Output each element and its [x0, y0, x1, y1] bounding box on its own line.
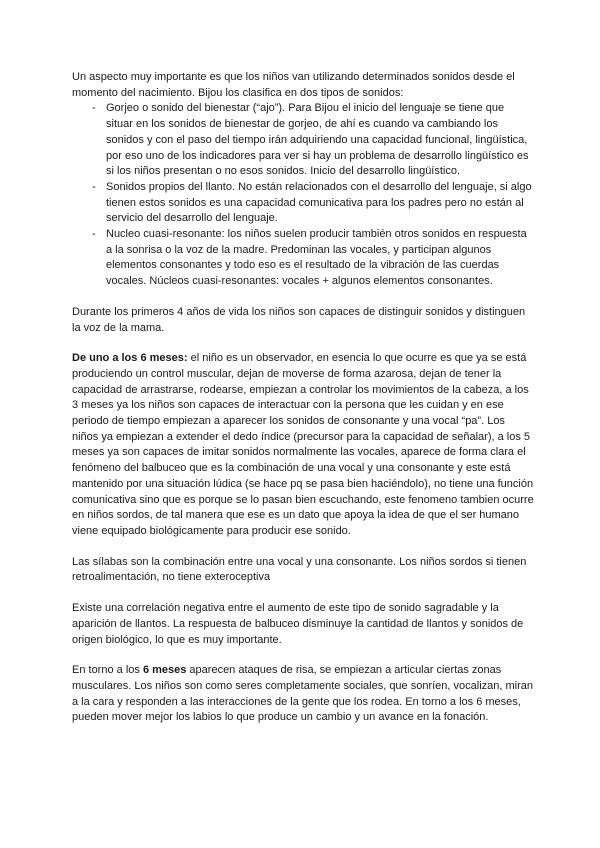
- list-item-text: Sonidos propios del llanto. No están relacionados con el desarrollo del lenguaje, si algo tienen estos sonidos es una capacidad comunicativa para los padres pero no están al servicio del desarrollo del lenguaje.: [106, 180, 532, 225]
- bullet-dash: -: [92, 180, 96, 193]
- bullet-dash: -: [92, 228, 96, 241]
- list-item: [72, 101, 534, 180]
- six-months-paragraph: [72, 351, 534, 539]
- list-item: [72, 227, 534, 290]
- around-six-months-paragraph: [72, 663, 534, 726]
- six-months-heading: De uno a los 6 meses:: [72, 352, 188, 365]
- syllables-paragraph: Las sílabas son la combinación entre una vocal y una consonante. Los niños sordos si tienen retroalimentación, no tiene exteroceptiva: [72, 555, 527, 584]
- around-six-months-bold: 6 meses: [142, 664, 187, 677]
- correlation-paragraph: Existe una correlación negativa entre el aumento de este tipo de sonido sagradable y la aparición de llantos. La respuesta de balbuceo disminuye la cantidad de llantos y sonidos de origen biológico, lo que es muy importante.: [72, 602, 524, 646]
- sound-types-list: [72, 101, 534, 289]
- around-text-pre: En torno a los: [72, 664, 143, 677]
- six-months-text: el niño es un observador, en esencia lo que ocurre es que ya se está produciendo un control muscular, dejan de moverse de forma azarosa, dejan de tener la capacidad de arrastrarse, rodearse, empiezan a controlar los movimientos de la cabeza, a los 3 meses ya los niños son capaces de interactuar con la persona que les cuidan y en ese periodo de tiempo empiezan a aparecer los sonidos de consonante y una vocal “pa”. Los niños ya empiezan a extender el dedo índice (precursor para la capacidad de señalar), a los 5 meses ya son capaces de imitar sonidos normalmente las vocales, aparece de forma clara el fenómeno del balbuceo que es la combinación de una vocal y una consonante y este está mantenido por una situación lúdica (se hace pq se pasa bien haciéndolo), no tiene una función comunicativa sino que es porque se lo pasan bien escuchando, este fenomeno tambien ocurre en niños sordos, de tal manera que ese es un dato que apoya la idea de que el ser humano viene equipado biológicamente para producir ese sonido.: [72, 352, 534, 537]
- intro-paragraph: Un aspecto muy importante es que los niños van utilizando determinados sonidos desde el momento del nacimiento. Bijou los clasifica en dos tipos de sonidos:: [72, 71, 515, 99]
- list-item-text: Gorjeo o sonido del bienestar (“ajo”). Para Bijou el inicio del lenguaje se tiene que situar en los sonidos de bienestar de gorjeo, de ahí es cuando va cambiando los sonidos y con el paso del tiempo irán adquiriendo una capacidad funcional, lingüística, por eso uno de los indicadores para ver si hay un problema de desarrollo lingüístico es si los niños presentan o no esos sonidos. Inicio del desarrollo lingüístico.: [106, 102, 529, 178]
- document-body: [72, 70, 534, 726]
- first-four-years-paragraph: Durante los primeros 4 años de vida los niños son capaces de distinguir sonidos y distinguen la voz de la mama.: [72, 305, 526, 334]
- bullet-dash: -: [92, 102, 96, 115]
- around-text-post: aparecen ataques de risa, se empiezan a articular ciertas zonas musculares. Los niños son como seres completamente sociales, que sonríen, vocalizan, miran a la cara y responden a las interacciones de la gente que los rodea. En torno a los 6 meses, pueden mover mejor los labios lo que produce un cambio y un avance en la fonación.: [72, 664, 534, 724]
- list-item: [72, 180, 534, 227]
- list-item-text: Nucleo cuasi-resonante: los niños suelen producir también otros sonidos en respuesta a la sonrisa o la voz de la madre. Predominan las vocales, y participan algunos elementos consonantes y todo eso es el resultado de la vibración de las cuerdas vocales. Núcleos cuasi-resonantes: vocales + algunos elementos consonantes.: [106, 228, 527, 288]
